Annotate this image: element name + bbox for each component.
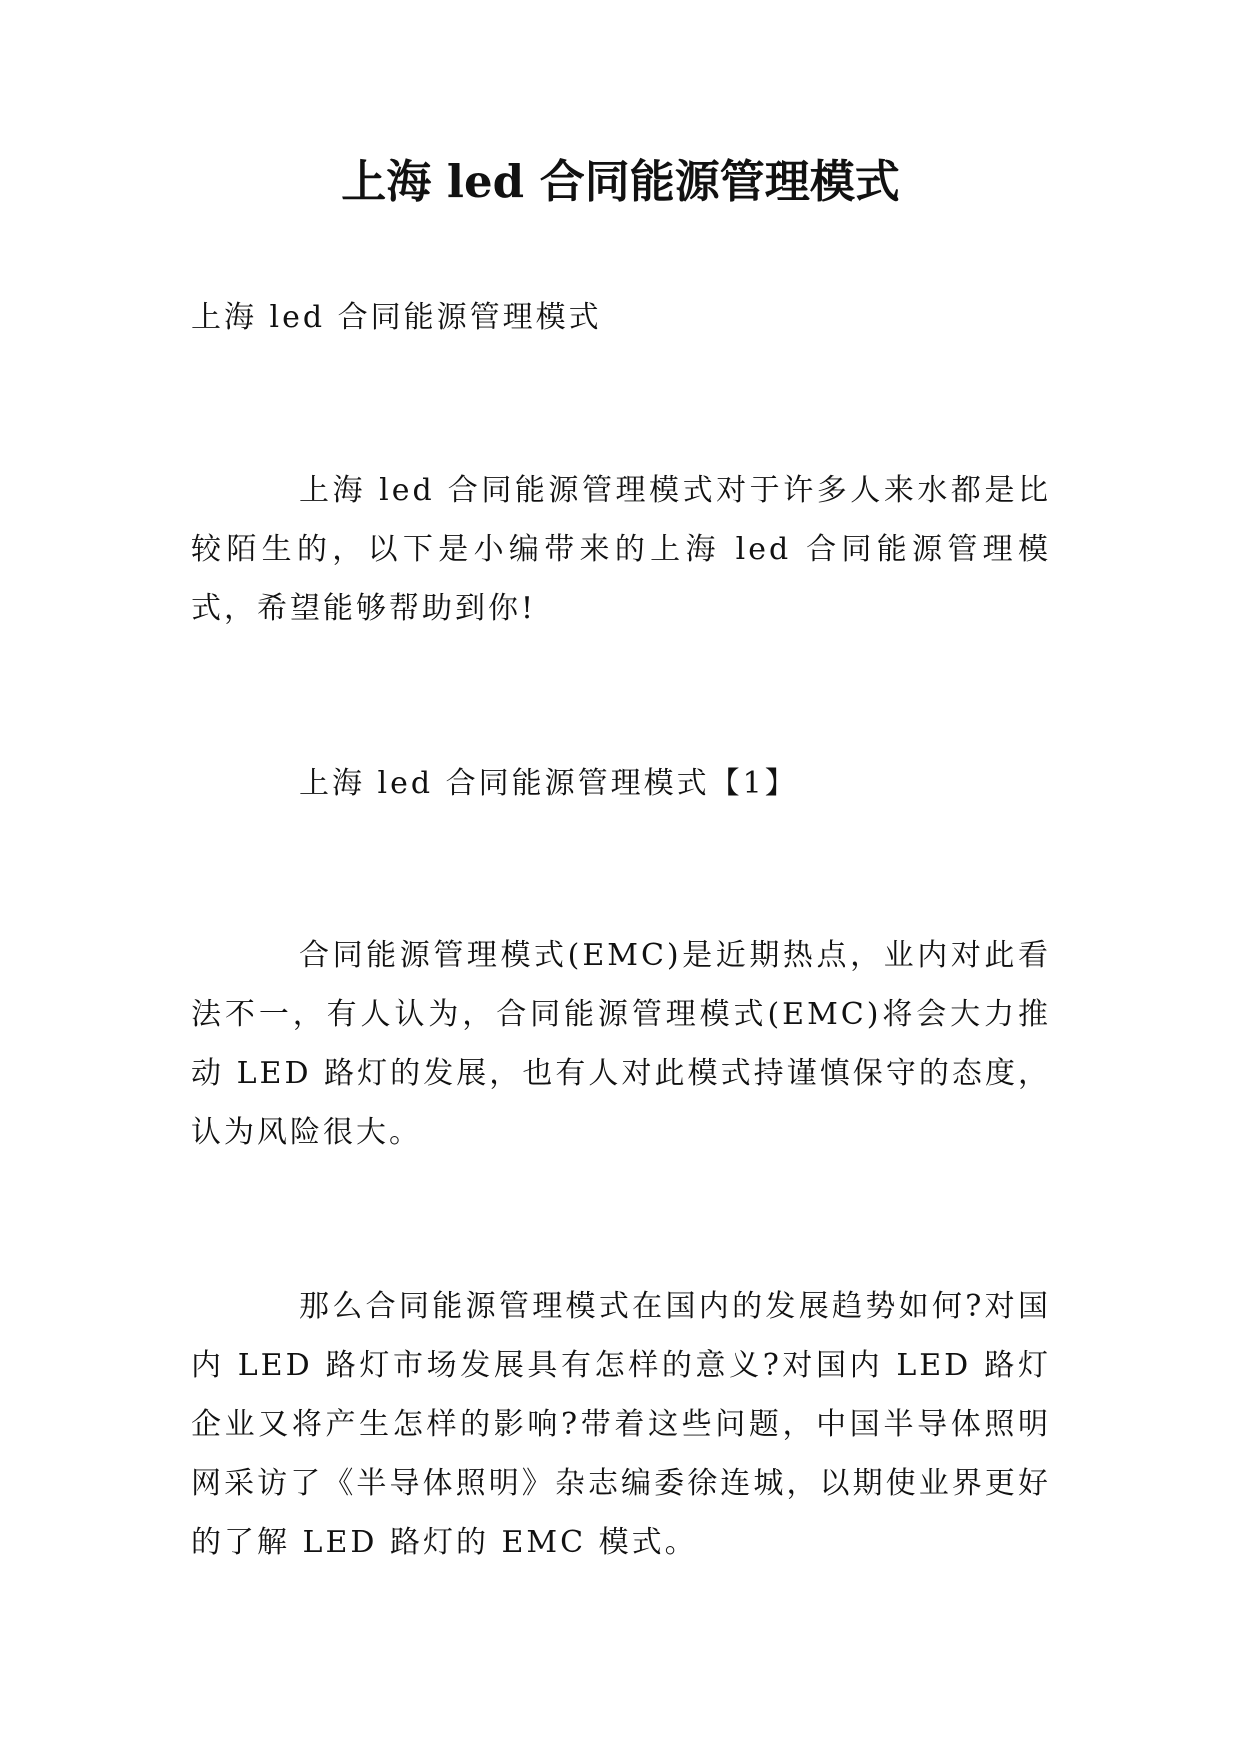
intro-paragraph: 上海 led 合同能源管理模式对于许多人来水都是比较陌生的，以下是小编带来的上海 led 合同能源管理模式，希望能够帮助到你!: [191, 473, 1051, 626]
document-title: 上海 led 合同能源管理模式: [341, 155, 900, 208]
body-paragraph-questions: 那么合同能源管理模式在国内的发展趋势如何?对国内 LED 路灯市场发展具有怎样的意义?对国内 LED 路灯企业又将产生怎样的影响?带着这些问题，中国半导体照明网采访了《半导体照明》杂志编委徐连城，以期使业界更好的了解 LED 路灯的 EMC 模式。: [191, 1289, 1051, 1560]
section-heading: 上海 led 合同能源管理模式【1】: [299, 766, 798, 801]
body-paragraph-emc: 合同能源管理模式(EMC)是近期热点，业内对此看法不一，有人认为，合同能源管理模式(EMC)将会大力推动 LED 路灯的发展，也有人对此模式持谨慎保守的态度，认为风险很大。: [191, 938, 1051, 1150]
document-subtitle: 上海 led 合同能源管理模式: [191, 300, 602, 335]
